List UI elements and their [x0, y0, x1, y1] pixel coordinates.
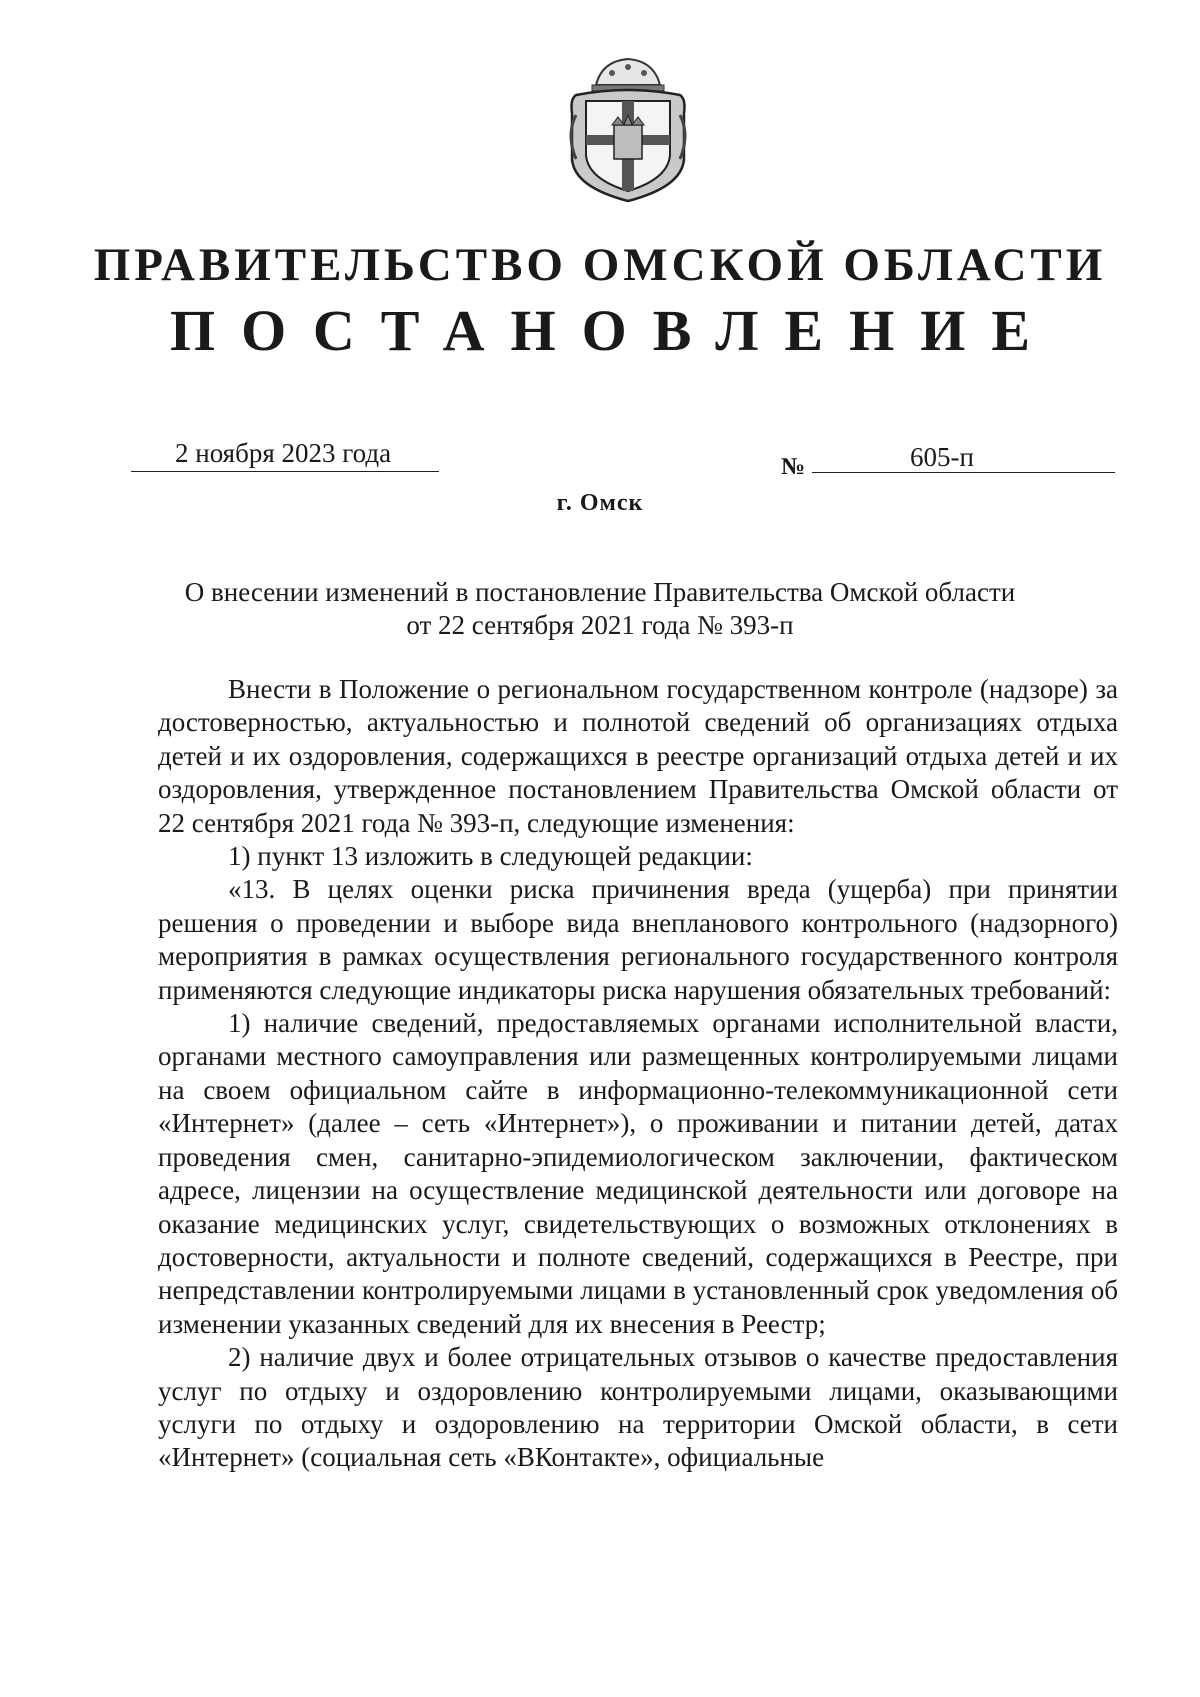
document-date: 2 ноября 2023 года [175, 438, 392, 468]
body-paragraph: 1) пункт 13 изложить в следующей редакции: [228, 841, 753, 872]
subject-line-1: О внесении изменений в постановление Правительства Омской области [184, 577, 1016, 607]
organization-title: ПРАВИТЕЛЬСТВО ОМСКОЙ ОБЛАСТИ [93, 239, 1107, 291]
number-sign: № [781, 454, 806, 480]
body-paragraph: Внести в Положение о региональном государственном контроле (надзоре) за достоверностью, актуальностью и полнотой сведений об организациях отдыха детей и их оздоровления, содержащихся в реестре организаций отдыха детей и их оздоровления, утвержденное постановлением Правительства Омской области от 22 сентября 2021 года № 393-п, следующие изменения: [158, 674, 1118, 838]
city-label: г. Омск [556, 490, 644, 516]
body-paragraph: 1) наличие сведений, предоставляемых органами исполнительной власти, органами местного самоуправления или размещенных контролируемыми лицами на своем официальном сайте в информационно-телекоммуникационной сети «Интернет» (далее – сеть «Интернет»), о проживании и питании детей, датах проведения смен, санитарно-эпидемиологическом заключении, фактическом адресе, лицензии на осуществление медицинской деятельности или договоре на оказание медицинских услуг, свидетельствующих о возможных отклонениях в достоверности, актуальности и полноте сведений, содержащихся в Реестре, при непредставлении контролируемыми лицами в установленный срок уведомления об изменении указанных сведений для их внесения в Реестр; [158, 1008, 1118, 1339]
document-subject [150, 576, 1050, 642]
body-paragraph: 2) наличие двух и более отрицательных отзывов о качестве предоставления услуг по отдыху и оздоровлению контролируемыми лицами, оказывающими услуги по отдыху и оздоровлению на территории Омской области, в сети «Интернет» (социальная сеть «ВКонтакте», официальные [158, 1342, 1118, 1473]
date-underline [131, 471, 439, 472]
body-paragraph: «13. В целях оценки риска причинения вреда (ущерба) при принятии решения о проведении и выборе вида внепланового контрольного (надзорного) мероприятия в рамках осуществления регионального государственного контроля применяются следующие индикаторы риска нарушения обязательных требований: [158, 874, 1118, 1005]
document-body [158, 673, 1118, 1475]
subject-line-2: от 22 сентября 2021 года № 393-п [406, 610, 794, 640]
document-type-title: ПОСТАНОВЛЕНИЕ [169, 298, 1057, 363]
coat-of-arms-icon [562, 55, 694, 203]
document-number: 605-п [910, 442, 974, 472]
number-underline [812, 472, 1115, 473]
